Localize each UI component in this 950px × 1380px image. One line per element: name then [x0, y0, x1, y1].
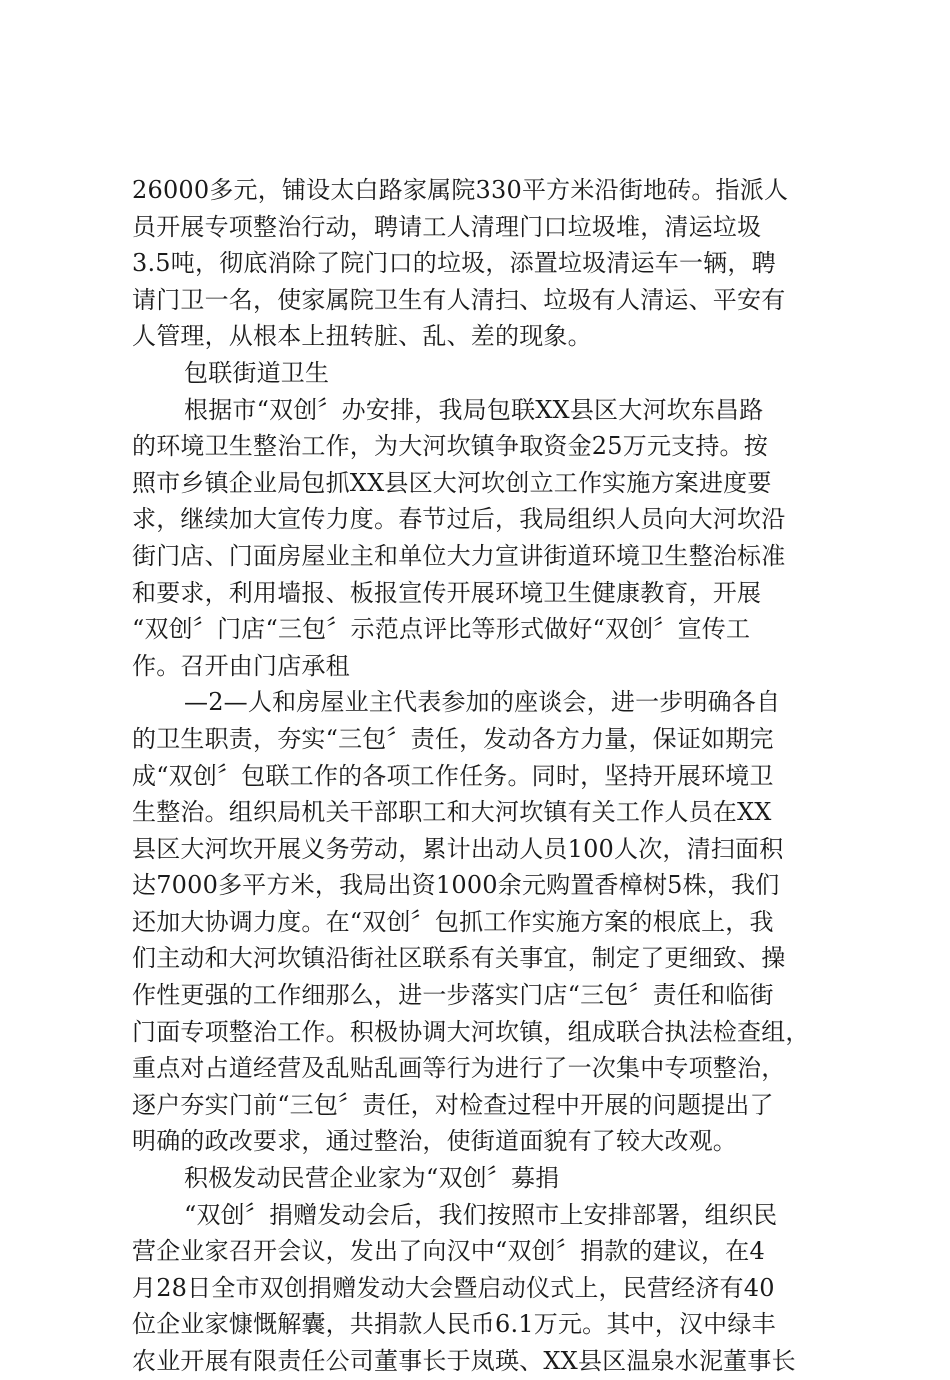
text-line: 成“双创〞包联工作的各项工作任务。同时，坚持开展环境卫: [132, 761, 774, 790]
text-line: 员开展专项整治行动，聘请工人清理门口垃圾堆，清运垃圾: [132, 212, 762, 241]
text-line: 包联街道卫生: [184, 358, 330, 387]
text-line: 求，继续加大宣传力度。春节过后，我局组织人员向大河坎沿: [132, 505, 786, 534]
text-line: 达7000多平方米，我局出资1000余元购置香樟树5株，我们: [132, 871, 780, 900]
text-line: 26000多元，铺设太白路家属院330平方米沿街地砖。指派人: [132, 176, 789, 204]
text-line: 明确的政改要求，通过整治，使街道面貌有了较大改观。: [132, 1127, 737, 1156]
text-line: 们主动和大河坎镇沿街社区联系有关事宜，制定了更细致、操: [132, 944, 786, 973]
text-line: 生整治。组织局机关干部职工和大河坎镇有关工作人员在XX: [132, 798, 772, 827]
document-body: [132, 172, 832, 1380]
text-line: 作。召开由门店承租: [132, 651, 350, 680]
text-line: 月28日全市双创捐赠发动大会暨启动仪式上，民营经济有40: [132, 1273, 775, 1302]
text-line: 作性更强的工作细那么，进一步落实门店“三包〞责任和临街: [132, 981, 774, 1010]
text-line: 县区大河坎开展义务劳动，累计出动人员100人次，清扫面积: [132, 834, 784, 863]
text-line: “双创〞门店“三包〞示范点评比等形式做好“双创〞宣传工: [132, 615, 751, 644]
text-line: 重点对占道经营及乱贴乱画等行为进行了一次集中专项整治，: [132, 1054, 786, 1083]
text-line: 照市乡镇企业局包抓XX县区大河坎创立工作实施方案进度要: [132, 468, 772, 497]
text-line: 农业开展有限责任公司董事长于岚瑛、XX县区温泉水泥董事长: [132, 1347, 796, 1375]
text-line: 逐户夯实门前“三包〞责任，对检查过程中开展的问题提出了: [132, 1090, 774, 1119]
text-line: 积极发动民营企业家为“双创〞募捐: [184, 1164, 560, 1193]
text-line: “双创〞捐赠发动会后，我们按照市上安排部署，组织民: [184, 1200, 778, 1229]
text-line: 请门卫一名，使家属院卫生有人清扫、垃圾有人清运、平安有: [132, 285, 786, 314]
text-line: 门面专项整治工作。积极协调大河坎镇，组成联合执法检查组，: [132, 1017, 810, 1046]
text-line: —2—人和房屋业主代表参加的座谈会，进一步明确各自: [184, 688, 781, 717]
text-line: 3.5吨，彻底消除了院门口的垃圾，添置垃圾清运车一辆，聘: [132, 249, 776, 278]
text-line: 街门店、门面房屋业主和单位大力宣讲街道环境卫生整治标准: [132, 541, 786, 570]
text-line: 和要求，利用墙报、板报宣传开展环境卫生健康教育，开展: [132, 578, 762, 607]
text-line: 营企业家召开会议，发出了向汉中“双创〞捐款的建议，在4: [132, 1237, 765, 1266]
text-line: 的环境卫生整治工作，为大河坎镇争取资金25万元支持。按: [132, 432, 768, 461]
text-line: 的卫生职责，夯实“三包〞责任，发动各方力量，保证如期完: [132, 724, 774, 753]
text-line: 根据市“双创〞办安排，我局包联XX县区大河坎东昌路: [184, 395, 764, 424]
text-line: 人管理，从根本上扭转脏、乱、差的现象。: [132, 322, 592, 351]
text-line: 位企业家慷慨解囊，共捐款人民币6.1万元。其中，汉中绿丰: [132, 1310, 776, 1339]
text-line: 还加大协调力度。在“双创〞包抓工作实施方案的根底上，我: [132, 907, 774, 936]
